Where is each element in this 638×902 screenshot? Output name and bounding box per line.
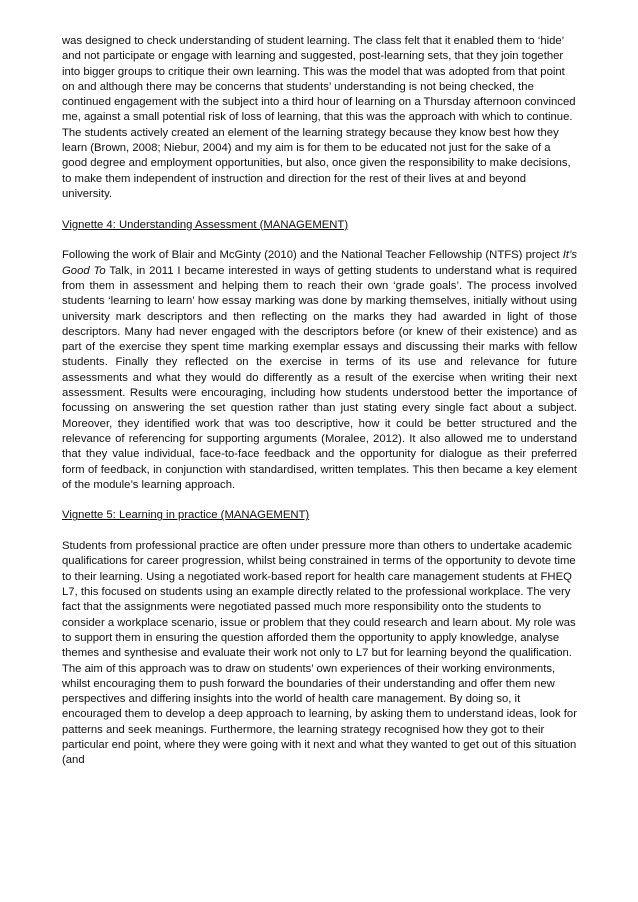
vignette-4-text-b: Talk, in 2011 I became interested in ways of getting students to understand what is required from them in assessment and helping them to reach their own ‘grade goals’. The process involved students ‘learning to learn’ how essay marking was done by marking themselves, initially without using university mark descriptors and then reflecting on the marks they had awarded in light of those descriptors. Many had never engaged with the descriptors before (or knew of their existence) and as part of the exercise they spent time marking exemplar essays and discussing their marks with fellow students. Finally they reflected on the exercise in terms of its use and relevance for future assessments and what they would do differently as a result of the exercise when writing their next assessment. Results were encouraging, including how students understood better the importance of focussing on answering the set question rather than just stating every single fact about a subject. Moreover, they identified work that was too descriptive, how it could be better structured and the relevance of referencing for supporting arguments (Moralee, 2012). It also allowed me to understand that they value individual, face-to-face feedback and the opportunity for dialogue as their preferred form of feedback, in conjunction with standardised, written templates. This then became a key element of the module’s learning approach. <box>62 264 578 491</box>
vignette-4-italic-title: It’s Good To <box>62 249 577 277</box>
vignette-4-heading: Vignette 4: Understanding Assessment (MANAGEMENT) <box>62 218 349 231</box>
vignette-4-paragraph <box>62 248 577 493</box>
vignette-5-paragraph: Students from professional practice are often under pressure more than others to undertake academic qualifications for career progression, whilst being constrained in terms of the opportunity to devote time to their learning. Using a negotiated work-based report for health care management students at FHEQ L7, this focused on students using an example directly related to the professional workplace. The very fact that the assignments were negotiated passed much more responsibility onto the students to consider a workplace scenario, issue or problem that they could research and learn about. My role was to support them in ensuring the question afforded them the opportunity to apply knowledge, analyse themes and synthesise and evaluate their work not only to L7 but for learning beyond the qualification. The aim of this approach was to draw on students’ own experiences of their working environments, whilst encouraging them to push forward the boundaries of their understanding and offer them new perspectives and differing insights into the world of health care management. By doing so, it encouraged them to develop a deep approach to learning, by asking them to understand ideas, look for patterns and seek meanings. Furthermore, the learning strategy recognised how they got to their particular end point, where they were going with it next and what they wanted to get out of this situation (and <box>62 540 577 767</box>
vignette-5-heading: Vignette 5: Learning in practice (MANAGEMENT) <box>62 509 310 522</box>
vignette-4-text-a: Following the work of Blair and McGinty (2010) and the National Teacher Fellowship (NTFS) project <box>62 249 563 262</box>
document-body <box>62 34 577 784</box>
intro-paragraph: was designed to check understanding of student learning. The class felt that it enabled them to ‘hide’ and not participate or engage with learning and suggested, post-learning sets, that they join together into bigger groups to critique their own learning. This was the model that was adopted from that point on and although there may be concerns that students’ understanding is not being checked, the continued engagement with the subject into a third hour of learning on a Thursday afternoon convinced me, against a small potential risk of loss of learning, that this was the approach with which to continue. The students actively created an element of the learning strategy because they know best how they learn (Brown, 2008; Niebur, 2004) and my aim is for them to be educated not just for the sake of a good degree and employment opportunities, but also, once given the responsibility to make decisions, to make them independent of instruction and direction for the rest of their lives at and beyond university. <box>62 35 576 200</box>
